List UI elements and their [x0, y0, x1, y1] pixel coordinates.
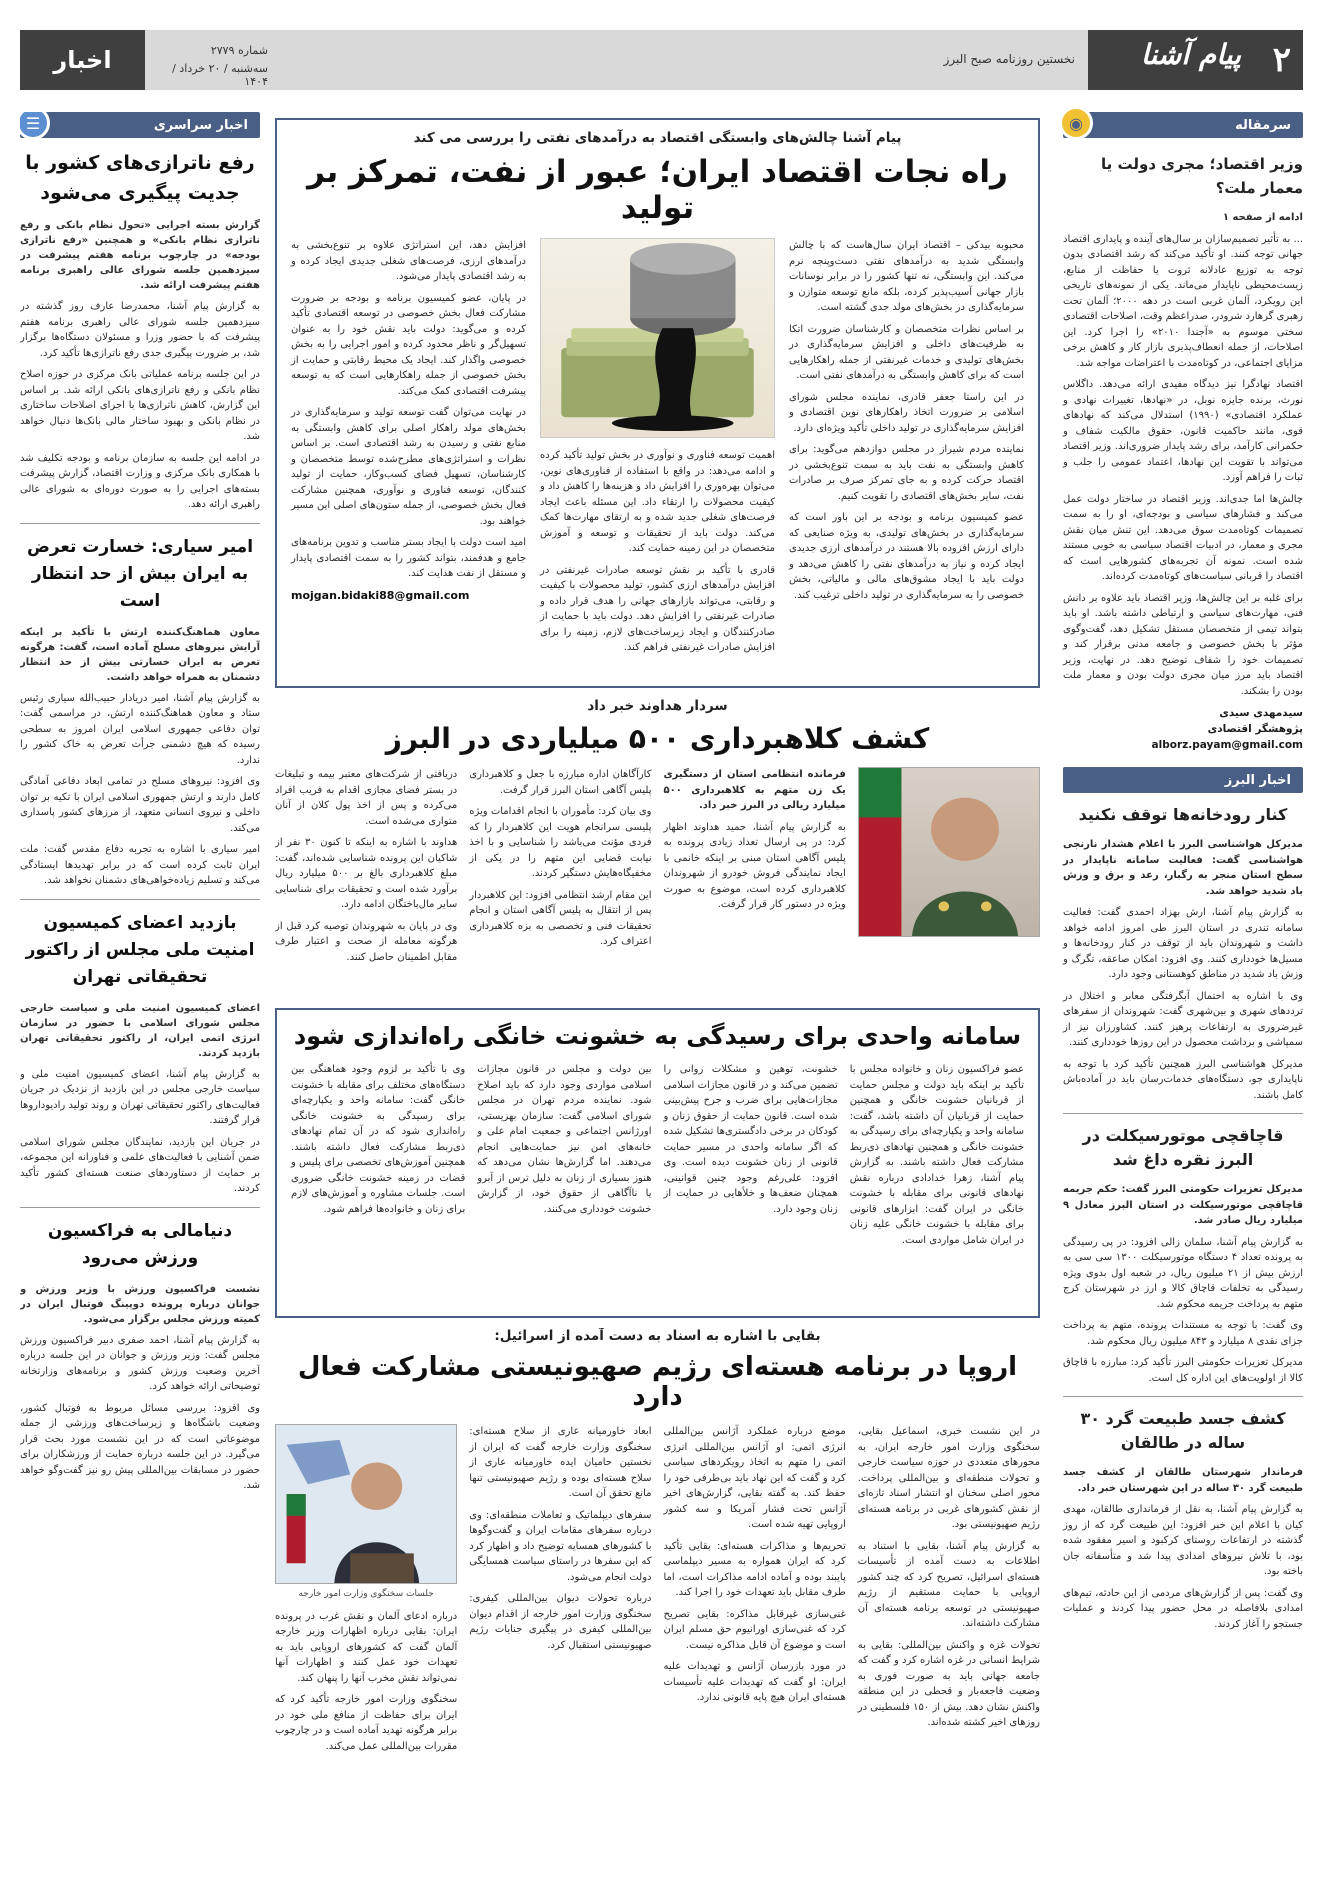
news-paragraph: وی گفت: پس از گزارش‌های مردمی از این حادثه، تیم‌های امدادی بلافاصله در محل حضور پیدا کردند و عملیات جستجو را آغاز کردند.	[1063, 1587, 1303, 1630]
newspaper-tagline: نخستین روزنامه صبح البرز	[943, 52, 1075, 66]
israel-paragraph: سخنگوی وزارت امور خارجه تأکید کرد که ایران برای حفاظت از منافع ملی خود در برابر هرگونه تهدید آماده است و در چارچوب مقررات بین‌المللی عمل می‌کند.	[275, 1694, 458, 1752]
violence-columns	[291, 1062, 1024, 1248]
violence-column: بین دولت و مجلس در قانون مجازات اسلامی مواردی وجود دارد که باید اصلاح شود. نماینده مردم تهران در مجلس شورای اسلامی گفت: سازمان بهزیستی، اورژانس اجتماعی و جمعیت امام علی و خانه‌های امن نیز حمایت‌هایی انجام می‌دهند. اما گزارش‌ها نشان می‌دهد که هنوز بسیاری از زنان به دلیل ترس از آبرو یا ناآگاهی از حقوق خود، از گزارش خشونت خودداری می‌کنند.	[477, 1064, 652, 1215]
lead-paragraph: امید است دولت با ایجاد بستر مناسب و تدوین برنامه‌های جامع و هدفمند، بتواند کشور را به سمت اقتصادی پایدار و مستقل از نفت هدایت کند.	[291, 537, 526, 579]
police-paragraph: کارآگاهان اداره مبارزه با جعل و کلاهبرداری پلیس آگاهی استان البرز قرار گرفت.	[469, 769, 652, 796]
roundup-body	[20, 691, 260, 889]
issue-date: سه‌شنبه / ۲۰ خرداد / ۱۴۰۴	[172, 62, 268, 88]
roundup-paragraph: امیر سیاری با اشاره به تجربه دفاع مقدس گفت: ملت ایران ثابت کرده است که در برابر تهدیدها ایستادگی می‌کند و تسلیم زیاده‌خواهی‌های دشمنان نخواهد شد.	[20, 844, 260, 886]
lead-paragraph: محبوبه بیدکی – اقتصاد ایران سال‌هاست که با چالش وابستگی شدید به درآمدهای نفتی دست‌وپنجه نرم می‌کند. این وابستگی، نه تنها کشور را در برابر نوسانات بازار جهانی آسیب‌پذیر کرده، بلکه مانع توسعه متوازن و سرمایه‌گذاری در بخش‌های مولد جدی گشته است.	[789, 240, 1024, 313]
police-column-left	[275, 767, 457, 971]
israel-paragraph: سفرهای دیپلماتیک و تعاملات منطقه‌ای: وی درباره سفرهای مقامات ایران و گفت‌وگوها با کشورهای همسایه توضیح داد و اظهار کرد که این سفرها در راستای سیاست همسایگی دولت انجام می‌شود.	[469, 1509, 652, 1583]
israel-paragraph: تحولات غزه و واکنش بین‌المللی: بقایی به شرایط انسانی در غزه اشاره کرد و گفت که جامعه جهانی باید به صورت فوری به وضعیت فاجعه‌بار و قحطی در این منطقه واکنش نشان دهد. بیش از ۱۵۰ فلسطینی در روزهای اخیر کشته شده‌اند.	[857, 1639, 1040, 1728]
police-columns	[275, 767, 1040, 971]
newspaper-logo: پیام آشنا	[1140, 38, 1241, 71]
editorial-paragraph: برای غلبه بر این چالش‌ها، وزیر اقتصاد باید علاوه بر دانش فنی، مهارت‌های سیاسی و ارتباطی داشته باشد. او باید بتواند تیمی از متخصصان مستقل تشکیل دهد، گفت‌وگوی مؤثر با بخش خصوصی و جامعه مدنی برقرار کند و تصمیمات خود را شفاف توضیح دهد. در نهایت، وزیر اقتصاد باید مرز میان مجری دولت بودن و معمار ملت بودن را بشکند.	[1063, 592, 1303, 697]
police-headline: کشف کلاهبرداری ۵۰۰ میلیاردی در البرز	[385, 722, 930, 755]
violence-story	[275, 1008, 1040, 1318]
roundup-body	[20, 299, 260, 513]
author-role: پژوهشگر اقتصادی	[1207, 723, 1303, 735]
news-paragraph: وی گفت: با توجه به مستندات پرونده، متهم به پرداخت جزای نقدی ۸ میلیارد و ۸۴۳ میلیون ریال محکوم شد.	[1063, 1320, 1303, 1347]
lead-paragraph: عضو کمیسیون برنامه و بودجه بر این باور است که سرمایه‌گذاری در بخش‌های تولیدی، به ویژه صنایعی که دارای ارزش افزوده بالا هستند در درآمدهای ارزی جدیدی ایجاد کرده و نیاز به درآمدهای نفتی را کاهش می‌دهد و دولت باید با ایجاد مشوق‌های مالی و مالیاتی، بخش خصوصی را به سرمایه‌گذاری در تولید داخلی ترغیب کند.	[789, 512, 1024, 601]
editorial-label: سرمقاله	[1235, 117, 1291, 133]
editorial-body	[1063, 210, 1303, 699]
divider	[20, 1207, 260, 1208]
police-paragraph: این مقام ارشد انتظامی افزود: این کلاهبردار پس از انتقال به پلیس آگاهی استان و انجام تحقیقات فنی و تخصصی به بزه کلاهبرداری اعتراف کرد.	[469, 889, 652, 947]
roundup-label: اخبار سراسری	[153, 117, 248, 133]
lead-kicker: پیام آشنا چالش‌های وابستگی اقتصاد به درآمدهای نفتی را بررسی می کند	[413, 130, 902, 146]
violence-column: وی با تأکید بر لزوم وجود هماهنگی بین دستگاه‌های مختلف برای مقابله با خشونت خانگی گفت: سامانه واحد و یکپارچه‌ای برای رسیدگی به خشونت خانگی راه‌اندازی شود که در آن تمام نهادهای ذی‌ربط مشارکت فعال داشته باشند. همچنین آموزش‌های تخصصی برای پلیس و قضات در زمینه خشونت خانگی ضروری است. جلسات مشاوره و آموزش‌های لازم برای زنان و خانواده‌ها فراهم شود.	[291, 1064, 466, 1215]
israel-paragraph: غنی‌سازی غیرقابل مذاکره: بقایی تصریح کرد که غنی‌سازی اورانیوم حق مسلم ایران است و موضوع آن قابل مذاکره نیست.	[663, 1608, 846, 1651]
lead-paragraph: نماینده مردم شیراز در مجلس دوازدهم می‌گوید: برای کاهش وابستگی به نفت باید به سمت تنوع‌بخشی در اقتصاد حرکت کرده و به جای تمرکز صرف بر صادرات نفت، سایر بخش‌های اقتصادی را تقویت کنیم.	[789, 444, 1024, 502]
roundup-title: امیر سیاری: خسارت تعرض به ایران بیش از حد انتظار است	[26, 536, 254, 611]
news-lead: فرماندار شهرستان طالقان از کشف جسد طبیعت گرد ۳۰ ساله در این شهرستان خبر داد.	[1063, 1467, 1303, 1494]
right-column	[1063, 112, 1303, 1638]
roundup-paragraph: به گزارش پیام آشنا، محمدرضا عارف روز گذشته در سیزدهمین جلسه شورای عالی راهبری برنامه هفتم پیشرفت که با حضور وزرا و مسئولان دستگاه‌ها برگزار شد، بر ضرورت پیگیری جدی رفع ناترازی‌ها تأکید کرد.	[20, 301, 260, 359]
oil-barrel-illustration	[541, 239, 774, 437]
roundup-paragraph: وی افزود: بررسی مسائل مربوط به فوتبال کشور، وضعیت باشگاه‌ها و زیرساخت‌های ورزشی از جمله موضوعاتی است که در این نشست مورد بحث قرار می‌گیرد. در این جلسه درباره حمایت از ورزشکاران برای حضور در مسابقات بین‌المللی پیش رو نیز گفت‌وگو خواهد شد.	[20, 1402, 260, 1491]
lead-paragraph: قادری با تأکید بر نقش توسعه صادرات غیرنفتی در افزایش درآمدهای ارزی کشور، تولید محصولات با کیفیت و رقابتی، می‌تواند بازارهای جهانی را هدف قرار داده و صادرات غیرنفتی را افزایش دهد. دولت باید با حمایت از صادرکنندگان و ایجاد زیرساخت‌های لازم، زمینه را برای افزایش صادرات غیرنفتی فراهم کند.	[540, 564, 775, 653]
roundup-paragraph: در ادامه این جلسه به سازمان برنامه و بودجه تکلیف شد با همکاری بانک مرکزی و وزارت اقتصاد، گزارش پیشرفت بسته‌های اجرایی را به صورت دوره‌ای به شورای عالی راهبری ارائه دهد.	[20, 452, 260, 510]
editorial-header	[1063, 112, 1303, 138]
news-body	[1063, 1182, 1303, 1386]
police-column-mid	[469, 767, 651, 971]
alborz-news-header	[1063, 767, 1303, 793]
israel-paragraph: درباره تحولات دیوان بین‌المللی کیفری: سخنگوی وزارت امور خارجه از اقدام دیوان بین‌المللی کیفری در پیگیری جنایات رژیم صهیونیستی استقبال کرد.	[469, 1593, 652, 1651]
page-number: ۲	[1272, 40, 1291, 80]
police-chief-portrait	[859, 768, 1039, 936]
author-name: سیدمهدی سیدی	[1219, 707, 1303, 719]
israel-paragraph: درباره ادعای آلمان و نقش غرب در پرونده ایران: بقایی درباره اظهارات وزیر خارجه آلمان گفت که کشورهای اروپایی باید به تعهدات خود عمل کنند و اظهارات آنها نمی‌تواند نقش مخرب آنها را پنهان کند.	[275, 1610, 458, 1684]
roundup-header	[20, 112, 260, 138]
israel-kicker: بقایی با اشاره به اسناد به دست آمده از اسرائیل:	[494, 1328, 821, 1344]
news-title: قاچاقچی موتورسیکلت در البرز نقره داغ شد	[1082, 1126, 1284, 1169]
news-title: کنار رودخانه‌ها توقف نکنید	[1078, 805, 1288, 824]
notepad-icon: ☰	[20, 112, 50, 140]
spokesman-caption: جلسات سخنگوی وزارت امور خارجه	[298, 1589, 434, 1599]
editorial-title: وزیر اقتصاد؛ مجری دولت یا معمار ملت؟	[1101, 155, 1303, 197]
roundup-title: دنیامالی به فراکسیون ورزش می‌رود	[47, 1220, 233, 1268]
spokesman-portrait	[276, 1425, 456, 1583]
israel-headline: اروپا در برنامه هسته‌ای رژیم صهیونیستی مشارکت فعال دارد	[297, 1352, 1018, 1412]
divider	[20, 899, 260, 900]
reporter-email: mojgan.bidaki88@gmail.com	[291, 588, 470, 602]
news-paragraph: به گزارش پیام آشنا، به نقل از فرمانداری طالقان، مهدی کیان با اعلام این خبر افزود: این طبیعت گرد که از روز گذشته در ارتفاعات روستای کرکبود و اسیر مفقود شده بود، با تلاش نیروهای امدادی پیدا شد و متأسفانه جان باخته بود.	[1063, 1504, 1303, 1577]
news-paragraph: وی با اشاره به احتمال آبگرفتگی معابر و اختلال در ترددهای شهری و بین‌شهری گفت: شهروندان از سفرهای غیرضروری به ارتفاعات پرهیز کنند. کشاورزان نیز از سمپاشی و برداشت محصول در این روزها خودداری کنند.	[1063, 990, 1303, 1048]
police-paragraph: وی در پایان به شهروندان توصیه کرد قبل از هرگونه معامله از صحت و اعتبار طرف مقابل اطمینان حاصل کنند.	[275, 920, 458, 963]
news-body	[1063, 837, 1303, 1103]
israel-paragraph: به گزارش پیام آشنا، بقایی با استناد به اطلاعات به دست آمده از تأسیسات هسته‌ای اسرائیل، تصریح کرد که چند کشور اروپایی با حمایت مستقیم از رژیم صهیونیستی در توسعه برنامه هسته‌ای آن مشارکت داشته‌اند.	[857, 1540, 1040, 1629]
spokesman-photo	[275, 1424, 457, 1584]
eye-icon: ◉	[1059, 106, 1093, 140]
divider	[1063, 1396, 1303, 1397]
section-title: اخبار	[20, 30, 145, 90]
police-paragraph: وی بیان کرد: مأموران با انجام اقدامات ویژه پلیسی سرانجام هویت این کلاهبردار را که فردی مؤنث می‌باشد را شناسایی و با اخذ نیابت قضایی این متهم را در یکی از مخفیگاه‌هایش دستگیر کردند.	[469, 806, 652, 879]
roundup-body	[20, 1333, 260, 1494]
violence-headline: سامانه واحدی برای رسیدگی به خشونت خانگی راه‌اندازی شود	[293, 1022, 1022, 1050]
author-email: alborz.payam@gmail.com	[1151, 739, 1303, 751]
lead-paragraph: در این راستا جعفر قادری، نماینده مجلس شورای اسلامی بر ضرورت اتخاذ راهکارهای نوین اقتصادی و افزایش سرمایه‌گذاری در تولید داخلی تأکید ویژه‌ای دارد.	[789, 391, 1024, 434]
news-body	[1063, 1465, 1303, 1632]
roundup-lead: معاون هماهنگ‌کننده ارتش با تأکید بر اینکه آرایش نیروهای مسلح آماده است، گفت: هرگونه تعرض به ایران خسارتی بیش از حد انتظار دشمنان به همراه خواهد داشت.	[20, 626, 260, 683]
divider	[1063, 1113, 1303, 1114]
roundup-paragraph: به گزارش پیام آشنا، احمد صفری دبیر فراکسیون ورزش مجلس گفت: وزیر ورزش و جوانان در این جلسه درباره آخرین وضعیت ورزش کشور و برنامه‌های وزارتخانه توضیحاتی ارائه خواهد کرد.	[20, 1334, 260, 1392]
lead-story	[275, 118, 1040, 688]
police-column-right	[664, 767, 846, 971]
police-photo-col	[858, 767, 1040, 971]
roundup-title: بازدید اعضای کمیسیون امنیت ملی مجلس از راکتور تحقیقاتی تهران	[25, 912, 255, 987]
news-lead: مدیرکل هواشناسی البرز با اعلام هشدار نارنجی هواشناسی گفت: فعالیت سامانه ناپایدار در سطح استان منجر به رگبار، رعد و برق و وزش باد شدید خواهد شد.	[1063, 839, 1303, 897]
israel-paragraph: در این نشست خبری، اسماعیل بقایی، سخنگوی وزارت امور خارجه ایران، به محورهای متعددی در حوزه سیاست خارجی و تحولات منطقه‌ای و بین‌المللی پرداخت. محور اصلی سخنان او انتشار اسناد تازه‌ای از نقش کشورهای غربی در برنامه هسته‌ای رژیم صهیونیستی بود.	[857, 1426, 1040, 1530]
lead-column-right	[789, 238, 1024, 662]
police-paragraph: دریافتی از شرکت‌های معتبر بیمه و تبلیغات در بستر فضای مجازی اقدام به فریب افراد می‌کرده و پس از اخذ پول کلان از آنان متواری می‌شده است.	[275, 769, 458, 827]
news-lead: مدیرکل تعزیرات حکومتی البرز گفت: حکم جریمه قاچاقچی موتورسیکلت در استان البرز معادل ۹ میلیارد ریال صادر شد.	[1063, 1184, 1303, 1226]
lead-column-mid	[540, 238, 775, 662]
israel-story	[275, 1328, 1040, 1873]
editorial-paragraph: چالش‌ها اما جدی‌اند. وزیر اقتصاد در ساختار دولت عمل می‌کند و فشارهای سیاسی و بودجه‌ای، او را به سمت تصمیمات کوتاه‌مدت سوق می‌دهد. این تنش میان نقش مجری و معمار، در ادبیات اقتصاد سیاسی به خوبی مستند شده است. نمونه آن تجربه‌های کشورهایی است که اقتصاد را قربانی سیاست‌های کوتاه‌مدت کرده‌اند.	[1063, 493, 1303, 582]
roundup-paragraph: وی افزود: نیروهای مسلح در تمامی ابعاد دفاعی آمادگی کامل دارند و ارتش جمهوری اسلامی ایران با تکیه بر توان داخلی و نیروی انسانی متعهد، از مرزهای کشور پاسداری می‌کند.	[20, 776, 260, 834]
lead-paragraph: بر اساس نظرات متخصصان و کارشناسان ضرورت اتکا به ظرفیت‌های داخلی و افزایش سرمایه‌گذاری در بخش‌های تولیدی و خدمات غیرنفتی از جمله راهکارهایی است که برای کاهش وابستگی به درآمدهای نفتی است.	[789, 323, 1024, 381]
oil-money-photo	[540, 238, 775, 438]
roundup-lead: اعضای کمیسیون امنیت ملی و سیاست خارجی مجلس شورای اسلامی با حضور در سازمان انرژی اتمی ایران، از راکتور تحقیقاتی تهران بازدید کردند.	[20, 1002, 260, 1059]
lead-paragraph: در پایان، عضو کمیسیون برنامه و بودجه بر ضرورت مشارکت فعال بخش خصوصی در توسعه اقتصادی تأکید کرده و می‌گوید: دولت باید نقش خود را به عنوان تسهیل‌گر و ناظر محدود کرده و امور اجرایی را به بخش خصوصی واگذار کند. ایجاد یک محیط رقابتی و حمایت از بخش خصوصی از جمله راهکارهایی است که به توسعه پیشرفت اقتصادی کمک می‌کند.	[291, 292, 526, 397]
issue-info	[158, 44, 268, 93]
divider	[20, 523, 260, 524]
lead-column-left	[291, 238, 526, 662]
israel-paragraph: تحریم‌ها و مذاکرات هسته‌ای: بقایی تأکید کرد که ایران همواره به مسیر دیپلماسی پایبند بوده و آماده ادامه مذاکرات است، اما طرف مقابل باید تعهدات خود را اجرا کند.	[663, 1540, 846, 1598]
news-title: کشف جسد طبیعت گرد ۳۰ ساله در طالقان	[1080, 1409, 1286, 1452]
issue-number: شماره ۲۷۷۹	[210, 44, 268, 57]
news-paragraph: به گزارش پیام آشنا، سلمان زالی افزود: در پی رسیدگی به پرونده تعداد ۴ دستگاه موتورسیکلت ۱۳۰۰ سی سی به ارزش بیش از ۲۱ میلیون ریال، در شعبه اول بدوی ویژه رسیدگی به تخلفات قاچاق کالا و ارز در شهرستان کرج متهم به پرداخت جریمه محکوم شد.	[1063, 1236, 1304, 1310]
police-paragraph: به گزارش پیام آشنا، حمید هداوند اظهار کرد: در پی ارسال تعداد زیادی پرونده به پلیس آگاهی استان مبنی بر اینکه خانمی با ایجاد نمایندگی فروش خودرو از شهروندان کلاهبرداری کرده است، موضوع به صورت ویژه در دستور کار قرار گرفت.	[663, 821, 846, 910]
editorial-paragraph: ... به تأثیر تصمیم‌سازان بر سال‌های آینده و پایداری اقتصاد جهانی توجه کنند. او تأکید می‌کند که رشد اقتصادی بدون توجه به توزیع عادلانه ثروت یا حفاظت از منابع، زیست‌محیطی ناپایدار می‌ماند. یکی از نمونه‌های تاریخی این رویکرد، آلمان غربی است در دهه ۲۰۰۰؛ آلمان تحت رهبری گرهارد شرودر، صدراعظم وقت، اصلاحات اقتصادی سختی موسوم به «آجندا ۲۰۱۰» را اجرا کرد. این اصلاحات، از جمله انعطاف‌پذیری بازار کار و کاهش برخی مزایای اجتماعی، در کوتاه‌مدت با اعتراضات مواجه شد.	[1063, 233, 1304, 369]
israel-column-c	[469, 1424, 651, 1760]
editorial-byline	[1063, 705, 1303, 753]
lead-columns	[291, 238, 1024, 662]
lead-paragraph: در نهایت می‌توان گفت توسعه تولید و سرمایه‌گذاری در بخش‌های مولد راهکار اصلی برای کاهش وابستگی به منابع نفتی و رسیدن به رشد اقتصادی است. بر اساس نظرات و استراتژی‌های مطرح‌شده توسط متخصصان و کارشناسان، تسهیل فضای کسب‌وکار، حمایت از تولید کنندگان، توسعه فناوری و نوآوری، همچنین مشارکت فعال بخش خصوصی، از جمله ستون‌های اصلی این مسیر خواهند بود.	[291, 407, 526, 527]
israel-columns	[275, 1424, 1040, 1760]
lead-paragraph: اهمیت توسعه فناوری و نوآوری در بخش تولید تأکید کرده و ادامه می‌دهد: در واقع با استفاده از فناوری‌های نوین، می‌توان بهره‌وری را افزایش داد و هزینه‌ها را کاهش داد و کیفیت محصولات را ارتقاء داد. این مسئله باعث ایجاد فرصت‌های شغلی جدید شده و به ارتقای مهارت‌ها کمک می‌کند. دولت باید از تحقیقات و توسعه و آموزش متخصصان در این زمینه حمایت کند.	[540, 450, 775, 554]
roundup-title: رفع ناترازی‌های کشور با جدیت پیگیری می‌شود	[25, 152, 255, 204]
police-kicker: سردار هداوند خبر داد	[587, 698, 728, 714]
roundup-lead: گزارش بسته اجرایی «تحول نظام بانکی و رفع ناترازی نظام بانکی» و همچنین «رفع ناترازی بودجه» در چارچوب برنامه هفتم پیشرفت در سیزدهمین جلسه شورای عالی راهبری برنامه هفتم پیشرفت ارائه شد.	[20, 220, 260, 291]
israel-column-d	[275, 1424, 457, 1760]
editorial-continued: ادامه از صفحه ۱	[1222, 212, 1303, 223]
roundup-lead: نشست فراکسیون ورزش با وزیر ورزش و جوانان درباره پرونده دوپینگ فوتبال ایران در کمیته ورزش مجلس برگزار می‌شود.	[20, 1283, 260, 1325]
left-column	[20, 112, 260, 1877]
police-lead: فرمانده انتظامی استان از دستگیری یک زن متهم به کلاهبرداری ۵۰۰ میلیارد ریالی در البرز خبر داد.	[663, 769, 846, 811]
alborz-news-label: اخبار البرز	[1224, 772, 1291, 788]
news-paragraph: مدیرکل هواشناسی البرز همچنین تأکید کرد با توجه به ناپایداری جو، دستگاه‌های خدمات‌رسان باید در آماده‌باش کامل باشند.	[1063, 1058, 1303, 1101]
israel-column-b	[664, 1424, 846, 1760]
israel-paragraph: ابعاد خاورمیانه عاری از سلاح هسته‌ای: سخنگوی وزارت خارجه گفت که ایران از نخستین حامیان ایده خاورمیانه عاری از سلاح هسته‌ای بوده و رژیم صهیونیستی تنها مانع تحقق آن است.	[469, 1426, 652, 1499]
israel-paragraph: موضع درباره عملکرد آژانس بین‌المللی انرژی اتمی: او آژانس بین‌المللی انرژی اتمی را متهم به اتخاذ رویکردهای سیاسی کرد و گفت که این نهاد باید بی‌طرفی خود را حفظ کند. به گفته بقایی، گزارش‌های اخیر آژانس تحت فشار آمریکا و سه کشور اروپایی تهیه شده است.	[663, 1426, 846, 1530]
violence-column: عضو فراکسیون زنان و خانواده مجلس با تأکید بر اینکه باید دولت و مجلس حمایت از قربانیان خشونت خانگی و همچنین حمایت از قربانیان آن داشته باشد، گفت: سامانه واحد و یکپارچه‌ای برای رسیدگی به خشونت خانگی و همچنین نهادهای ذی‌ربط مشارکت فعال داشته باشند. به گزارش پیام آشنا، زهرا خدادادی درباره نقش نهادهای قانونی برای مقابله با خشونت خانگی در ایران گفت: ابزارهای قانونی برای مقابله با خشونت خانگی علیه زنان در ایران شامل مواردی است.	[849, 1064, 1024, 1246]
roundup-paragraph: به گزارش پیام آشنا، اعضای کمیسیون امنیت ملی و سیاست خارجی مجلس در این بازدید از نزدیک در جریان فعالیت‌های راکتور تحقیقاتی تهران و روند تولید رادیوداروها قرار گرفتند.	[20, 1068, 260, 1126]
lead-paragraph: افزایش دهد، این استراتژی علاوه بر تنوع‌بخشی به درآمدهای ارزی، فرصت‌های شغلی جدیدی ایجاد کرده و به رشد اقتصادی پایدار می‌شود.	[291, 240, 526, 282]
roundup-paragraph: به گزارش پیام آشنا، امیر دریادار حبیب‌الله سیاری رئیس ستاد و معاون هماهنگ‌کننده ارتش، در مراسمی گفت: توان دفاعی جمهوری اسلامی ایران امروز به سطحی رسیده که هیچ دشمنی جرأت تعرض به خاک کشور را ندارد.	[20, 692, 260, 766]
roundup-body	[20, 1067, 260, 1197]
police-chief-photo	[858, 767, 1040, 937]
israel-paragraph: در مورد بازرسان آژانس و تهدیدات علیه ایران: او گفت که تهدیدات علیه تأسیسات هسته‌ای ایران هیچ پایه قانونی ندارد.	[663, 1661, 846, 1703]
lead-headline: راه نجات اقتصاد ایران؛ عبور از نفت، تمرکز بر تولید	[307, 154, 1008, 226]
editorial-paragraph: اقتصاد نهادگرا نیز دیدگاه مفیدی ارائه می‌دهد. داگلاس نورث، برنده جایزه نوبل، در «نهادها، تغییرات نهادی و عملکرد اقتصادی» (۱۹۹۰) استدلال می‌کند که نهادهای قوی، مانند حاکمیت قانون، حقوق مالکیت شفاف و حکمرانی کارآمد، برای رشد پایدار ضروری‌اند. وزیر اقتصاد می‌تواند با تقویت این نهادها، اعتماد عمومی را جلب و ثبات را فراهم آورد.	[1063, 379, 1303, 483]
roundup-paragraph: در این جلسه برنامه عملیاتی بانک مرکزی در حوزه اصلاح نظام بانکی و رفع ناترازی‌های بانکی ارائه شد. بر اساس این گزارش، کاهش ناترازی‌ها با اجرای اصلاحات ساختاری در نظام بانکی و بهبود ساختار مالی بانک‌ها دنبال خواهد شد.	[20, 369, 260, 442]
roundup-paragraph: در جریان این بازدید، نمایندگان مجلس شورای اسلامی ضمن آشنایی با فعالیت‌های علمی و فناورانه این مجموعه، بر حمایت از دستاوردهای صنعت هسته‌ای کشور تأکید کردند.	[20, 1136, 260, 1194]
news-paragraph: مدیرکل تعزیرات حکومتی البرز تأکید کرد: مبارزه با قاچاق کالا از اولویت‌های این اداره کل است.	[1063, 1357, 1303, 1384]
masthead	[0, 0, 1323, 105]
police-story	[275, 698, 1040, 998]
israel-column-a	[858, 1424, 1040, 1760]
police-paragraph: هداوند با اشاره به اینکه تا کنون ۳۰ نفر از شاکیان این پرونده شناسایی شده‌اند، گفت: مبلغ کلاهبرداری بالغ بر ۵۰۰ میلیارد ریال برآورد شده است و تحقیقات برای شناسایی سایر مال‌باختگان ادامه دارد.	[275, 837, 458, 910]
violence-column: خشونت، توهین و مشکلات روانی را تضمین می‌کند و در قانون مجازات اسلامی مجازات‌هایی برای ضرب و جرح پیش‌بینی شده است. قانون حمایت از حقوق زنان و کودکان در برخی دادگستری‌ها تشکیل شده که اگر سامانه واحدی در مسیر حمایت قانونی از زنان خشونت دیده است. وی افزود: علی‌رغم وجود چنین قوانینی، همچنان ضعف‌ها و خلأهایی در حمایت از زنان وجود دارد.	[663, 1064, 838, 1215]
news-paragraph: به گزارش پیام آشنا، ارش بهزاد احمدی گفت: فعالیت سامانه تندری در استان البرز طی امروز ادامه خواهد داشت و شهروندان باید از توقف در کنار رودخانه‌ها و مسیل‌ها خودداری کنند. وی افزود: امکان صاعقه، تگرگ و وزش باد شدید در مناطق کوهستانی وجود دارد.	[1063, 907, 1303, 980]
